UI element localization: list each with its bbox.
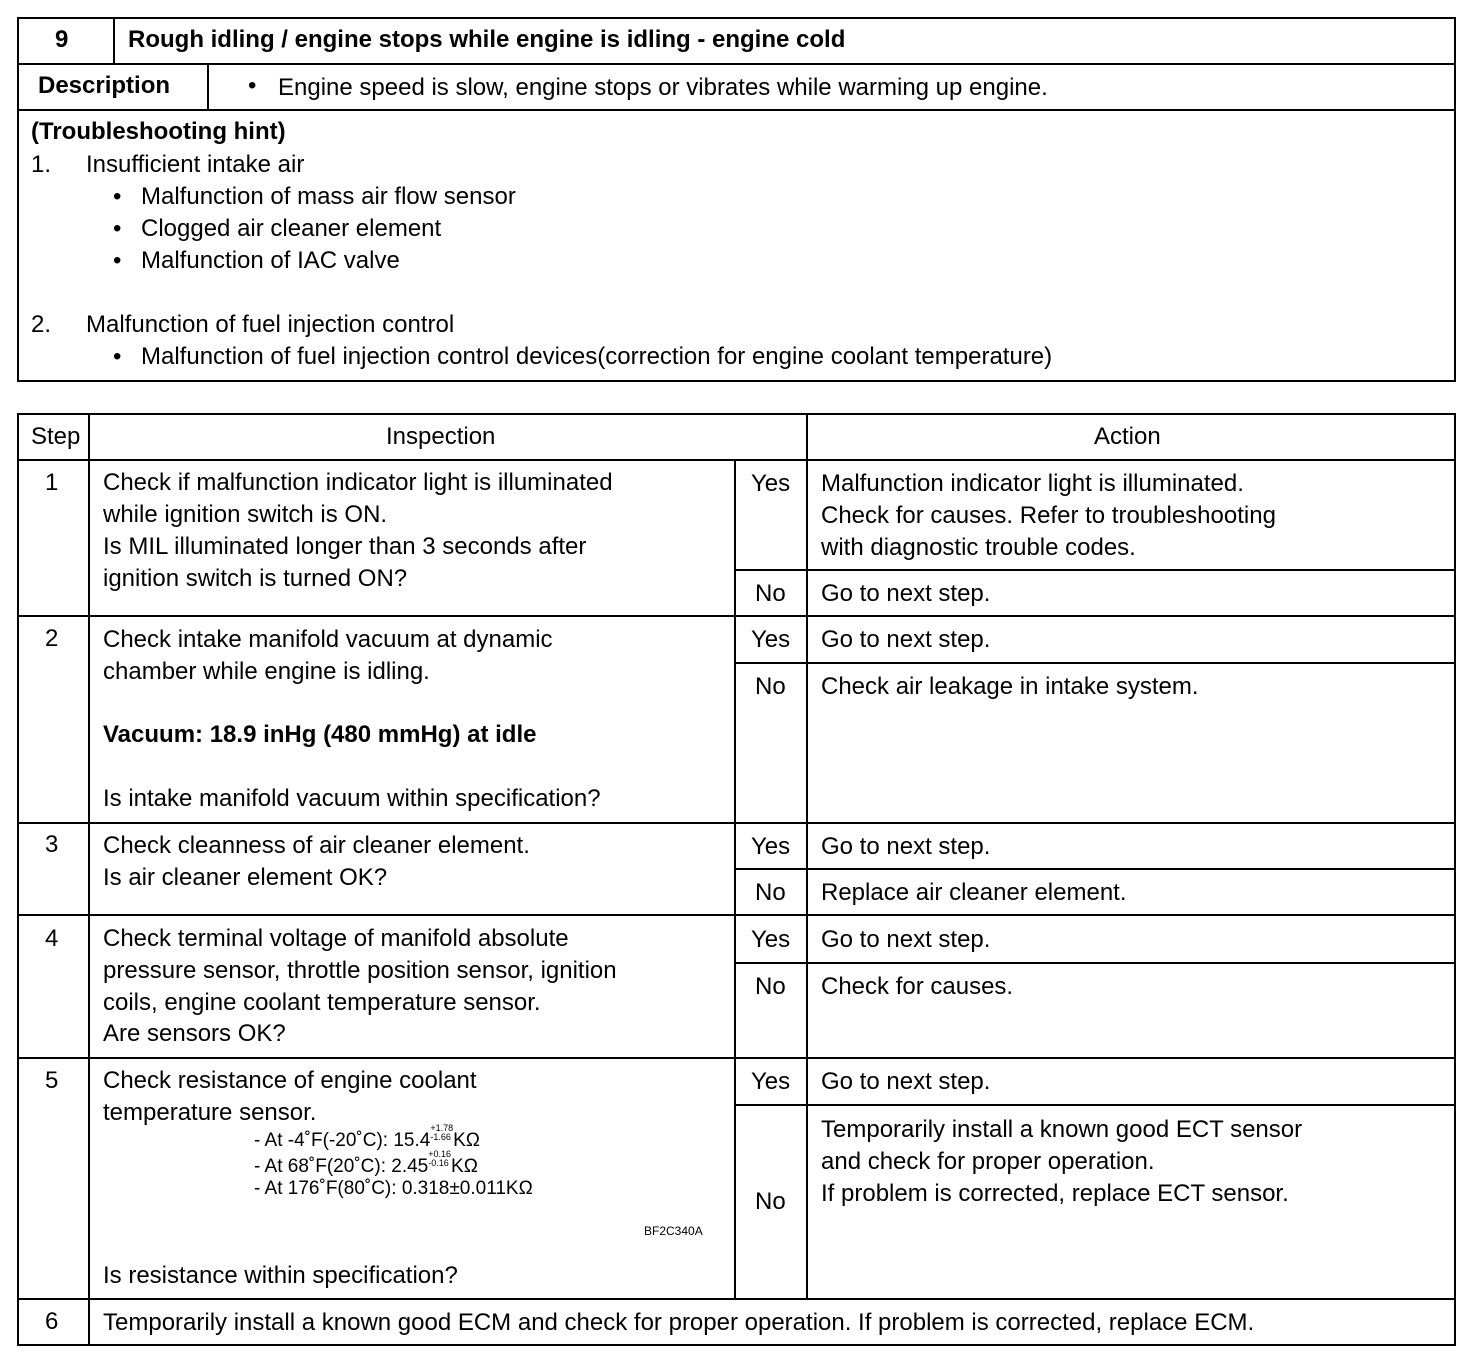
row-divider-1 — [17, 615, 1456, 617]
step-1-no-label: No — [755, 580, 786, 607]
step-5-no-label: No — [755, 1188, 786, 1215]
step-3-yes-action: Go to next step. — [821, 833, 991, 860]
step-5-number: 5 — [45, 1067, 59, 1094]
step-1-number: 1 — [45, 469, 59, 496]
problem-title: Rough idling / engine stops while engine is idling - engine cold — [128, 26, 846, 53]
header-action: Action — [1094, 423, 1161, 450]
hint-item-2-bullet-1: Malfunction of fuel injection control devices(correction for engine coolant temperature) — [141, 343, 1053, 370]
subrow-divider-2 — [734, 662, 1456, 664]
hint-item-1-bullet-marker: • — [113, 247, 122, 274]
step-5-figure-code: BF2C340A — [644, 1224, 703, 1238]
step-4-no-label: No — [755, 973, 786, 1000]
step-3-yes-label: Yes — [751, 833, 791, 860]
step-4-inspection-line-3: coils, engine coolant temperature sensor. — [103, 989, 541, 1016]
step-4-inspection-line-2: pressure sensor, throttle position sensor, ignition — [103, 957, 617, 984]
step-6-text: Temporarily install a known good ECM and check for proper operation. If problem is corrected, replace ECM. — [103, 1309, 1255, 1336]
hint-item-1-text: Insufficient intake air — [86, 151, 305, 178]
hint-item-2-text: Malfunction of fuel injection control — [86, 311, 455, 338]
step-5-yes-action: Go to next step. — [821, 1068, 991, 1095]
row-divider-5 — [17, 1298, 1456, 1300]
step-3-inspection-line-1: Check cleanness of air cleaner element. — [103, 832, 530, 859]
row-divider-header — [17, 459, 1456, 461]
subrow-divider-3 — [734, 868, 1456, 870]
step-1-inspection-line-2: while ignition switch is ON. — [103, 501, 388, 528]
header-vdivider-1 — [113, 17, 115, 64]
hint-item-1-bullet-2: Clogged air cleaner element — [141, 215, 442, 242]
step-5-yes-label: Yes — [751, 1068, 791, 1095]
step-4-no-action: Check for causes. — [821, 973, 1014, 1000]
subrow-divider-4 — [734, 962, 1456, 964]
hint-item-2-bullet-marker: • — [113, 343, 122, 370]
step-5-no-action-line-1: Temporarily install a known good ECT sensor — [821, 1116, 1303, 1143]
description-bullet: • — [248, 72, 257, 99]
hint-item-1-num: 1. — [31, 151, 52, 178]
header-divider-1 — [17, 63, 1456, 65]
header-inspection: Inspection — [386, 423, 496, 450]
header-step: Step — [31, 423, 81, 450]
step-5-no-action-line-2: and check for proper operation. — [821, 1148, 1155, 1175]
description-label: Description — [38, 72, 171, 99]
row-divider-4 — [17, 1057, 1456, 1059]
description-text: Engine speed is slow, engine stops or vibrates while warming up engine. — [278, 74, 1048, 101]
hint-item-1-bullet-marker: • — [113, 215, 122, 242]
header-vdivider-2 — [207, 63, 209, 110]
step-3-no-label: No — [755, 879, 786, 906]
step-5-inspection-line-1: Check resistance of engine coolant — [103, 1067, 477, 1094]
step-5-no-action-line-3: If problem is corrected, replace ECT sensor. — [821, 1180, 1289, 1207]
step-1-inspection-line-3: Is MIL illuminated longer than 3 seconds after — [103, 533, 587, 560]
step-3-no-action: Replace air cleaner element. — [821, 879, 1127, 906]
step-4-yes-label: Yes — [751, 926, 791, 953]
step-2-yes-label: Yes — [751, 626, 791, 653]
step-1-yes-action-line-3: with diagnostic trouble codes. — [821, 534, 1136, 561]
step-2-question: Is intake manifold vacuum within specification? — [103, 785, 601, 812]
subrow-divider-1 — [734, 569, 1456, 571]
step-3-number: 3 — [45, 831, 59, 858]
step-5-resistance-spec-2: - At 68˚F(20˚C): $2.45^{+0.16 -0.16}$ KΩ — [254, 1149, 478, 1177]
step-1-inspection-line-4: ignition switch is turned ON? — [103, 565, 408, 592]
step-1-inspection-line-1: Check if malfunction indicator light is illuminated — [103, 469, 613, 496]
step-1-yes-action-line-1: Malfunction indicator light is illuminated. — [821, 470, 1244, 497]
step-5-inspection-line-2: temperature sensor. — [103, 1099, 317, 1126]
step-3-inspection-line-2: Is air cleaner element OK? — [103, 864, 388, 891]
hint-item-1-bullet-marker: • — [113, 183, 122, 210]
step-6-number: 6 — [45, 1308, 59, 1335]
step-4-inspection-line-1: Check terminal voltage of manifold absolute — [103, 925, 569, 952]
step-1-yes-label: Yes — [751, 470, 791, 497]
problem-number: 9 — [55, 26, 69, 53]
hint-title: (Troubleshooting hint) — [31, 118, 286, 145]
step-1-yes-action-line-2: Check for causes. Refer to troubleshooting — [821, 502, 1276, 529]
header-divider-2 — [17, 109, 1456, 111]
step-5-resistance-spec-1: - At -4˚F(-20˚C): $15.4^{+1.78 -1.66}$ KΩ — [254, 1123, 480, 1151]
col-divider-yesno — [734, 459, 736, 1298]
step-4-inspection-line-4: Are sensors OK? — [103, 1020, 286, 1047]
col-divider-step — [88, 413, 90, 1346]
step-1-no-action: Go to next step. — [821, 580, 991, 607]
step-2-number: 2 — [45, 625, 59, 652]
step-2-no-label: No — [755, 673, 786, 700]
step-2-no-action: Check air leakage in intake system. — [821, 673, 1199, 700]
subrow-divider-5 — [734, 1104, 1456, 1106]
step-5-resistance-spec-3: - At 176˚F(80˚C): 0.318±0.011KΩ — [254, 1178, 533, 1199]
step-2-inspection-line-2: chamber while engine is idling. — [103, 658, 430, 685]
row-divider-3 — [17, 914, 1456, 916]
hint-item-1-bullet-1: Malfunction of mass air flow sensor — [141, 183, 516, 210]
hint-item-1-bullet-3: Malfunction of IAC valve — [141, 247, 400, 274]
step-2-vacuum-spec: Vacuum: 18.9 inHg (480 mmHg) at idle — [103, 721, 537, 748]
step-4-yes-action: Go to next step. — [821, 926, 991, 953]
row-divider-2 — [17, 822, 1456, 824]
hint-item-2-num: 2. — [31, 311, 52, 338]
col-divider-inspection — [806, 413, 808, 1298]
step-4-number: 4 — [45, 925, 59, 952]
step-2-inspection-line-1: Check intake manifold vacuum at dynamic — [103, 626, 553, 653]
step-2-yes-action: Go to next step. — [821, 626, 991, 653]
step-5-question: Is resistance within specification? — [103, 1262, 458, 1289]
